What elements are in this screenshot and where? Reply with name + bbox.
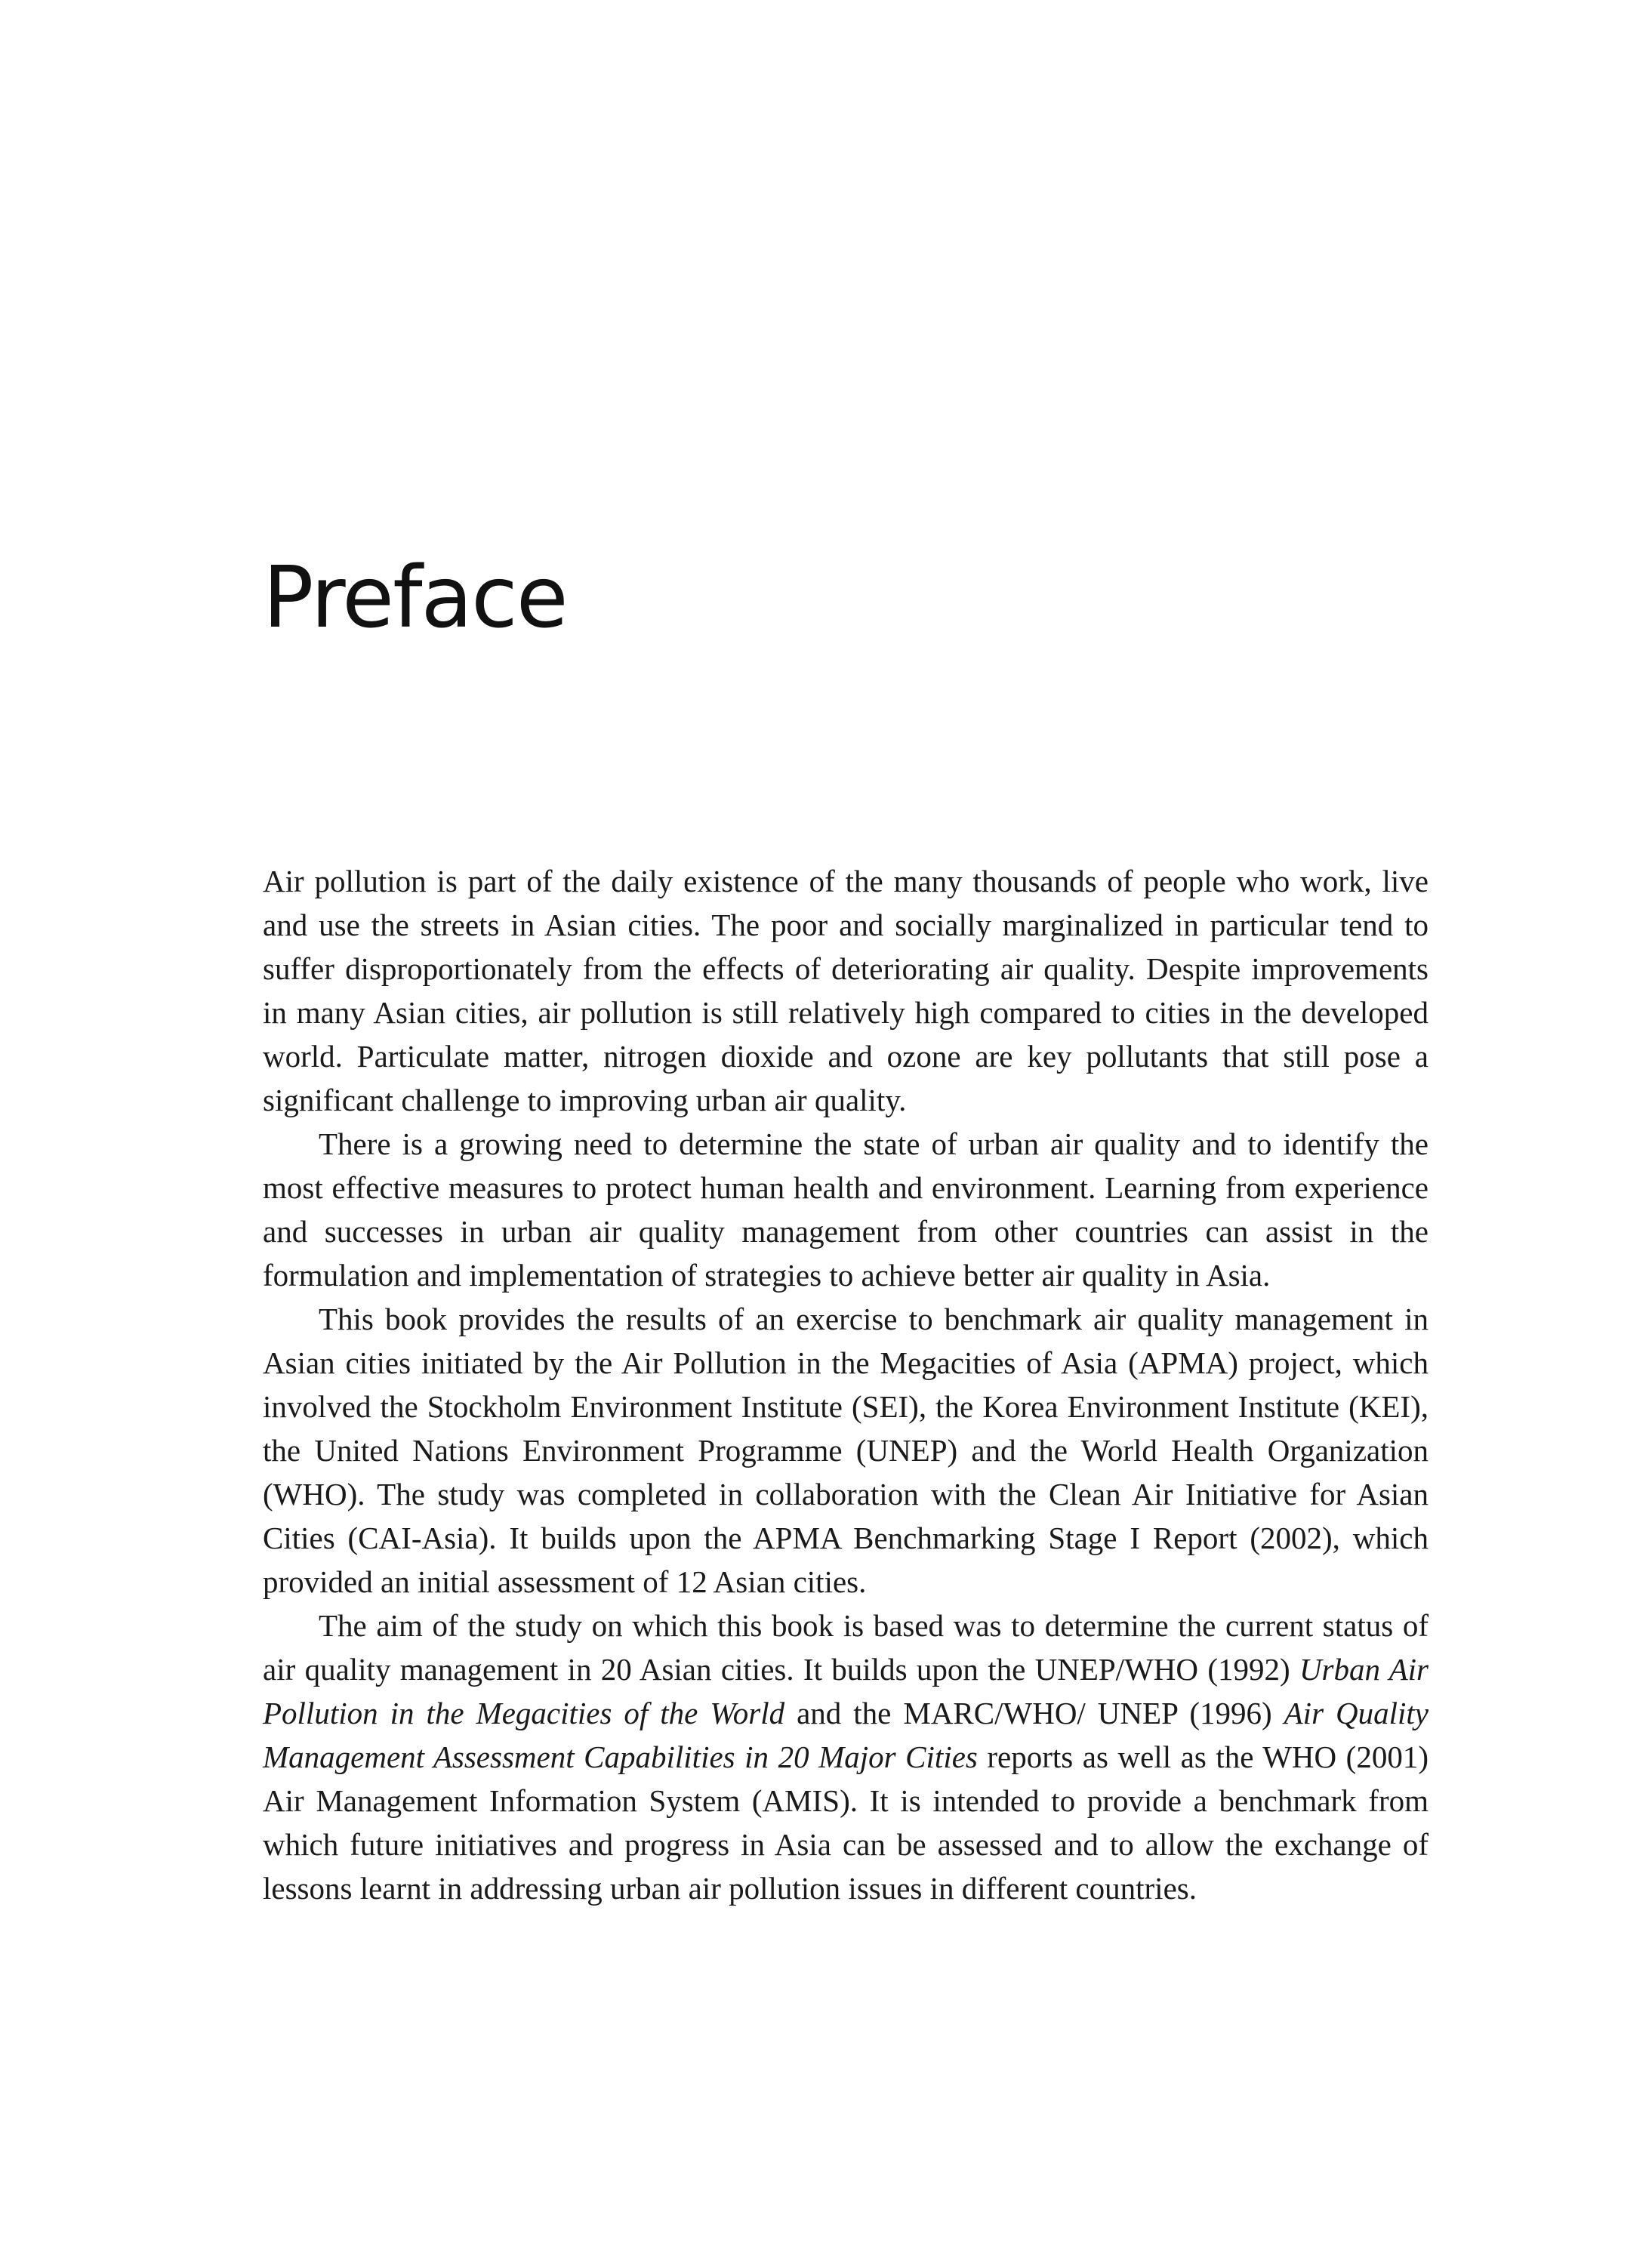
cited-title-air-quality-management: Air Quality Management Assessment Capabilities in 20 Major Cities: [263, 1696, 1429, 1774]
cited-title-urban-air-pollution: Urban Air Pollution in the Megacities of the World: [263, 1652, 1429, 1730]
page-title: Preface: [263, 549, 567, 647]
paragraph-2: There is a growing need to determine the state of urban air quality and to identify the most effective measures to protect human health and environment. Learning from experience and successes in urban air quality management from other countries can assist in the formulation and implementation of strategies to achieve better air quality in Asia.: [263, 1126, 1429, 1293]
paragraph-4-text-a: The aim of the study on which this book is based was to determine the current status of air quality management in 20 Asian cities. It builds upon the UNEP/WHO (1992): [263, 1608, 1429, 1687]
paragraph-4: [263, 1604, 1429, 1910]
paragraph-4-text-b: and the MARC/WHO/ UNEP (1996): [784, 1696, 1284, 1730]
paragraph-1: Air pollution is part of the daily existence of the many thousands of people who work, live and use the streets in Asian cities. The poor and socially marginalized in particular tend to suffer disproportionately from the effects of deteriorating air quality. Despite improvements in many Asian cities, air pollution is still relatively high compared to cities in the developed world. Particulate matter, nitrogen dioxide and ozone are key pollutants that still pose a significant challenge to improving urban air quality.: [263, 864, 1429, 1117]
preface-body: [263, 859, 1429, 1910]
paragraph-3: This book provides the results of an exercise to benchmark air quality management in Asian cities initiated by the Air Pollution in the Megacities of Asia (APMA) project, which involved the Stockholm Environment Institute (SEI), the Korea Environment Institute (KEI), the United Nations Environment Programme (UNEP) and the World Health Organization (WHO). The study was completed in collaboration with the Clean Air Initiative for Asian Cities (CAI-Asia). It builds upon the APMA Benchmarking Stage I Report (2002), which provided an initial assessment of 12 Asian cities.: [263, 1302, 1429, 1599]
paragraph-4-text-c: reports as well as the WHO (2001) Air Management Information System (AMIS). It is intended to provide a benchmark from which future initiatives and progress in Asia can be assessed and to allow the exchange of lessons learnt in addressing urban air pollution issues in different countries.: [263, 1740, 1429, 1906]
